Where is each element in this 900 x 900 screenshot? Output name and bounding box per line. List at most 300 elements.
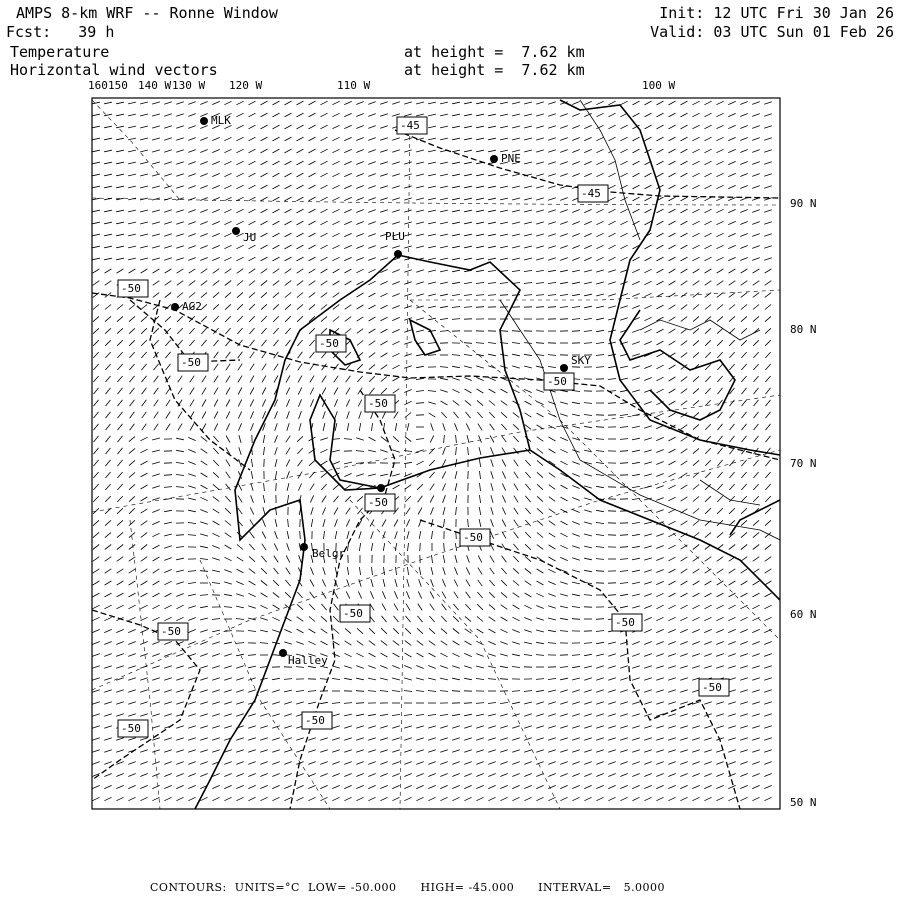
wind-vector bbox=[513, 436, 518, 442]
wind-vector bbox=[572, 486, 579, 489]
wind-vector bbox=[560, 307, 568, 308]
wind-vector bbox=[152, 102, 160, 104]
wind-vector bbox=[359, 567, 360, 575]
wind-vector bbox=[368, 174, 375, 177]
wind-vector bbox=[440, 653, 447, 657]
wind-vector bbox=[92, 234, 100, 236]
wind-vector bbox=[392, 317, 399, 320]
wind-vector bbox=[332, 462, 339, 465]
wind-vector bbox=[310, 376, 314, 383]
wind-vector bbox=[536, 774, 543, 777]
contour-label: -50 bbox=[343, 607, 363, 620]
wind-vector bbox=[548, 282, 556, 283]
wind-vector bbox=[501, 580, 507, 586]
wind-vector bbox=[188, 150, 195, 153]
wind-vector bbox=[92, 690, 100, 692]
wind-vector bbox=[298, 352, 303, 358]
wind-vector bbox=[741, 569, 748, 573]
wind-vector bbox=[117, 376, 122, 382]
wind-vector bbox=[608, 270, 616, 273]
wind-vector bbox=[357, 628, 363, 633]
wind-vector bbox=[152, 774, 159, 777]
wind-vector bbox=[488, 174, 496, 176]
wind-vector bbox=[104, 642, 111, 645]
wind-vector bbox=[561, 521, 568, 525]
wind-vector bbox=[380, 174, 388, 177]
wind-vector bbox=[644, 702, 652, 704]
lat-label-80n: 80 N bbox=[790, 323, 817, 336]
wind-vector bbox=[117, 484, 122, 490]
wind-vector bbox=[141, 545, 147, 550]
wind-vector bbox=[476, 785, 483, 788]
wind-vector bbox=[548, 738, 556, 741]
wind-vector bbox=[285, 185, 292, 189]
wind-vector bbox=[297, 113, 304, 117]
wind-vector bbox=[226, 484, 231, 490]
wind-vector bbox=[548, 198, 556, 200]
wind-vector bbox=[262, 376, 266, 383]
wind-vector bbox=[741, 269, 748, 273]
wind-vector bbox=[116, 210, 124, 212]
wind-vector bbox=[444, 543, 445, 551]
wind-vector bbox=[512, 138, 520, 140]
wind-vector bbox=[118, 412, 123, 418]
wind-vector bbox=[464, 126, 472, 128]
wind-vector bbox=[370, 591, 373, 598]
wind-vector bbox=[512, 270, 520, 271]
wind-vector bbox=[140, 642, 147, 645]
wind-vector bbox=[512, 667, 520, 668]
wind-vector bbox=[369, 341, 376, 346]
wind-vector bbox=[188, 726, 196, 728]
wind-vector bbox=[489, 629, 496, 633]
wind-vector bbox=[225, 304, 231, 309]
wind-vector bbox=[140, 785, 147, 788]
wind-vector bbox=[440, 738, 448, 741]
wind-vector bbox=[129, 316, 135, 321]
wind-vector bbox=[188, 510, 196, 512]
wind-vector bbox=[620, 414, 628, 415]
wind-vector bbox=[188, 678, 196, 680]
wind-vector bbox=[764, 258, 772, 260]
wind-vector bbox=[164, 487, 172, 488]
wind-vector bbox=[285, 137, 292, 141]
wind-vector bbox=[740, 222, 747, 225]
wind-vector bbox=[238, 388, 242, 395]
wind-vector bbox=[730, 400, 735, 406]
wind-vector bbox=[141, 364, 146, 370]
wind-vector bbox=[275, 459, 277, 467]
wind-vector bbox=[321, 293, 327, 298]
wind-vector bbox=[92, 762, 99, 765]
wind-vector bbox=[224, 173, 231, 176]
wind-vector bbox=[524, 354, 532, 355]
wind-vector bbox=[693, 545, 699, 550]
wind-vector bbox=[693, 581, 700, 585]
wind-vector bbox=[488, 679, 496, 680]
wind-vector bbox=[188, 606, 196, 608]
wind-vector bbox=[440, 726, 448, 728]
wind-vector bbox=[261, 185, 268, 189]
wind-vector bbox=[716, 149, 723, 152]
wind-vector bbox=[443, 519, 444, 527]
wind-vector bbox=[764, 642, 771, 645]
wind-vector bbox=[548, 270, 556, 271]
wind-vector bbox=[584, 522, 592, 524]
wind-vector bbox=[200, 726, 208, 728]
wind-vector bbox=[468, 519, 469, 527]
wind-vector bbox=[608, 221, 615, 225]
wind-vector bbox=[344, 185, 351, 188]
wind-vector bbox=[536, 630, 544, 632]
wind-vector bbox=[645, 137, 652, 141]
wind-vector bbox=[440, 186, 448, 188]
wind-vector bbox=[288, 519, 289, 527]
wind-vector bbox=[237, 292, 243, 297]
wind-vector bbox=[656, 389, 663, 393]
station-label-ag2: AG2 bbox=[182, 300, 202, 313]
wind-vector bbox=[190, 388, 194, 395]
wind-vector bbox=[728, 797, 735, 800]
wind-vector bbox=[200, 690, 208, 692]
wind-vector bbox=[299, 411, 302, 419]
wind-vector bbox=[704, 750, 712, 753]
wind-vector bbox=[368, 474, 376, 476]
wind-vector bbox=[669, 173, 676, 177]
wind-vector bbox=[380, 138, 388, 141]
wind-vector bbox=[717, 305, 723, 310]
wind-vector bbox=[693, 316, 699, 321]
wind-vector bbox=[237, 328, 242, 334]
wind-vector bbox=[309, 304, 315, 309]
wind-vector bbox=[644, 558, 652, 560]
wind-vector bbox=[693, 509, 699, 514]
wind-vector bbox=[237, 316, 243, 322]
wind-vector bbox=[466, 567, 470, 574]
wind-vector bbox=[453, 401, 459, 406]
wind-vector bbox=[728, 714, 736, 716]
wind-vector bbox=[596, 666, 604, 668]
wind-vector bbox=[704, 642, 711, 645]
wind-vector bbox=[251, 459, 252, 467]
wind-vector bbox=[224, 702, 232, 704]
wind-vector bbox=[632, 486, 640, 487]
wind-vector bbox=[428, 774, 435, 777]
wind-vector bbox=[344, 678, 352, 679]
wind-vector bbox=[764, 797, 771, 800]
wind-vector bbox=[272, 797, 279, 800]
wind-vector bbox=[176, 654, 184, 657]
wind-vector bbox=[236, 785, 243, 788]
wind-vector bbox=[452, 102, 460, 104]
wind-vector bbox=[728, 125, 735, 128]
wind-vector bbox=[152, 666, 160, 669]
wind-vector bbox=[656, 797, 663, 800]
wind-vector bbox=[596, 137, 603, 140]
wind-vector bbox=[536, 150, 544, 152]
wind-vector bbox=[272, 714, 280, 716]
wind-vector bbox=[728, 233, 735, 236]
wind-vector bbox=[536, 283, 544, 284]
wind-vector bbox=[692, 642, 699, 645]
wind-vector bbox=[644, 797, 651, 800]
wind-vector bbox=[754, 400, 759, 406]
wind-vector bbox=[572, 510, 579, 513]
wind-vector bbox=[140, 234, 148, 236]
wind-vector bbox=[656, 498, 663, 501]
lat-label-50n: 50 N bbox=[790, 796, 817, 809]
wind-vector bbox=[105, 460, 110, 466]
wind-vector bbox=[200, 546, 208, 548]
wind-vector bbox=[164, 617, 171, 620]
wind-vector bbox=[297, 617, 304, 622]
wind-vector bbox=[632, 306, 639, 309]
wind-vector bbox=[141, 593, 148, 597]
wind-vector bbox=[334, 376, 339, 383]
wind-vector bbox=[477, 617, 483, 622]
wind-vector bbox=[239, 459, 242, 467]
wind-vector bbox=[464, 750, 472, 753]
wind-vector bbox=[93, 281, 100, 286]
field-temperature-height: at height = 7.62 km bbox=[404, 43, 585, 61]
wind-vector bbox=[285, 245, 292, 249]
wind-vector bbox=[596, 342, 604, 343]
wind-vector bbox=[406, 519, 409, 526]
wind-vector bbox=[345, 281, 352, 285]
wind-vector bbox=[754, 424, 759, 430]
wind-vector bbox=[405, 653, 412, 657]
wind-vector bbox=[392, 774, 399, 777]
wind-vector bbox=[94, 424, 99, 430]
wind-vector bbox=[128, 714, 136, 716]
station-label-belgr: Belgr bbox=[312, 547, 346, 560]
wind-vector bbox=[632, 582, 640, 584]
wind-vector bbox=[404, 762, 411, 765]
wind-vector bbox=[596, 797, 603, 800]
wind-vector bbox=[248, 678, 256, 680]
wind-vector bbox=[357, 376, 362, 382]
wind-vector bbox=[140, 102, 148, 104]
wind-vector bbox=[584, 282, 592, 284]
wind-vector bbox=[285, 592, 291, 598]
wind-vector bbox=[356, 186, 363, 189]
wind-vector bbox=[608, 714, 616, 716]
wind-vector bbox=[309, 149, 316, 153]
wind-vector bbox=[200, 138, 207, 141]
wind-vector bbox=[249, 316, 255, 322]
wind-vector bbox=[332, 774, 339, 777]
wind-vector bbox=[453, 641, 460, 645]
wind-vector bbox=[443, 495, 446, 503]
wind-vector bbox=[596, 209, 603, 212]
wind-vector bbox=[764, 726, 772, 728]
wind-vector bbox=[392, 353, 399, 356]
wind-vector bbox=[548, 643, 556, 644]
wind-vector bbox=[176, 666, 184, 669]
wind-vector bbox=[332, 209, 339, 212]
wind-vector bbox=[681, 305, 687, 310]
wind-vector bbox=[368, 246, 375, 249]
wind-vector bbox=[466, 580, 470, 587]
wind-vector bbox=[200, 234, 207, 237]
wind-vector bbox=[237, 569, 244, 573]
wind-vector bbox=[536, 726, 544, 728]
wind-vector bbox=[596, 486, 604, 487]
wind-vector bbox=[237, 269, 244, 274]
wind-vector bbox=[440, 762, 447, 765]
wind-vector bbox=[620, 583, 628, 584]
wind-vector bbox=[395, 531, 398, 539]
wind-vector bbox=[681, 209, 688, 213]
wind-vector bbox=[249, 569, 255, 574]
wind-vector bbox=[321, 484, 326, 490]
wind-vector bbox=[238, 508, 243, 514]
wind-vector bbox=[117, 328, 123, 333]
wind-vector bbox=[741, 328, 747, 333]
wind-vector bbox=[273, 316, 279, 322]
wind-vector bbox=[584, 690, 592, 692]
wind-vector bbox=[176, 547, 184, 548]
wind-vector bbox=[212, 666, 220, 669]
wind-vector bbox=[417, 641, 423, 646]
wind-vector bbox=[502, 495, 505, 502]
wind-vector bbox=[140, 437, 147, 441]
wind-vector bbox=[368, 186, 375, 189]
wind-vector bbox=[418, 496, 423, 502]
wind-vector bbox=[273, 245, 280, 249]
wind-vector bbox=[262, 399, 265, 406]
wind-vector bbox=[212, 714, 220, 716]
wind-vector bbox=[164, 666, 172, 669]
wind-vector bbox=[407, 531, 409, 539]
wind-vector bbox=[644, 654, 652, 657]
wind-vector bbox=[321, 629, 328, 634]
wind-vector bbox=[369, 653, 376, 657]
wind-vector bbox=[129, 484, 135, 489]
contour-label: -50 bbox=[463, 531, 483, 544]
contour-label: -50 bbox=[702, 681, 722, 694]
station-label-sky: SKY bbox=[571, 354, 591, 367]
wind-vector bbox=[404, 114, 412, 116]
wind-vector bbox=[572, 702, 580, 704]
wind-vector bbox=[117, 593, 124, 597]
wind-vector bbox=[273, 605, 280, 609]
wind-vector bbox=[716, 101, 723, 104]
wind-vector bbox=[248, 726, 256, 728]
wind-vector bbox=[117, 460, 122, 466]
wind-vector bbox=[476, 797, 483, 800]
wind-vector bbox=[140, 629, 147, 632]
wind-vector bbox=[286, 399, 289, 406]
wind-vector bbox=[764, 714, 772, 716]
wind-vector bbox=[94, 448, 99, 454]
wind-vector bbox=[369, 293, 376, 297]
wind-vector bbox=[263, 507, 265, 515]
wind-vector bbox=[476, 343, 484, 344]
wind-vector bbox=[141, 533, 147, 538]
wind-vector bbox=[717, 269, 724, 273]
wind-vector bbox=[501, 401, 508, 406]
wind-vector bbox=[345, 641, 352, 645]
station-label-plu: PLU bbox=[385, 230, 405, 243]
wind-vector bbox=[369, 364, 375, 369]
wind-vector bbox=[116, 102, 124, 104]
wind-vector bbox=[321, 269, 328, 273]
wind-vector bbox=[164, 714, 172, 716]
wind-vector bbox=[680, 629, 687, 632]
wind-vector bbox=[428, 258, 436, 260]
wind-vector bbox=[501, 617, 508, 621]
wind-vector bbox=[728, 738, 736, 741]
wind-vector bbox=[392, 246, 400, 248]
wind-vector bbox=[286, 387, 290, 394]
wind-vector bbox=[93, 532, 99, 537]
wind-vector bbox=[428, 691, 436, 692]
wind-vector bbox=[608, 282, 616, 284]
wind-vector bbox=[153, 328, 159, 334]
wind-vector bbox=[584, 774, 591, 777]
wind-vector bbox=[572, 726, 580, 728]
wind-vector bbox=[620, 678, 628, 680]
wind-vector bbox=[369, 329, 376, 333]
wind-vector bbox=[404, 462, 412, 463]
wind-vector bbox=[440, 114, 448, 116]
wind-vector bbox=[332, 714, 340, 716]
wind-vector bbox=[765, 496, 771, 502]
wind-vector bbox=[394, 604, 398, 611]
wind-vector bbox=[537, 508, 543, 513]
wind-vector bbox=[584, 678, 592, 680]
wind-vector bbox=[224, 726, 232, 728]
wind-vector bbox=[705, 281, 712, 286]
wind-vector bbox=[166, 424, 170, 431]
wind-vector bbox=[608, 762, 615, 765]
wind-vector bbox=[419, 579, 422, 587]
wind-vector bbox=[164, 750, 172, 753]
wind-vector bbox=[514, 460, 519, 467]
wind-vector bbox=[440, 282, 448, 284]
wind-vector bbox=[94, 436, 99, 442]
wind-vector bbox=[300, 531, 301, 539]
wind-vector bbox=[380, 691, 388, 692]
wind-vector bbox=[512, 654, 520, 656]
wind-vector bbox=[766, 400, 771, 406]
wind-vector bbox=[718, 424, 723, 430]
wind-vector bbox=[332, 257, 339, 260]
wind-vector bbox=[488, 198, 496, 200]
wind-vector bbox=[752, 126, 760, 129]
wind-vector bbox=[261, 245, 268, 249]
wind-vector bbox=[189, 328, 194, 334]
wind-vector bbox=[310, 580, 314, 587]
wind-vector bbox=[263, 435, 264, 443]
wind-vector bbox=[717, 352, 722, 358]
wind-vector bbox=[681, 569, 688, 573]
wind-vector bbox=[308, 797, 315, 800]
wind-vector bbox=[416, 294, 424, 296]
wind-vector bbox=[188, 797, 195, 800]
wind-vector bbox=[608, 185, 615, 189]
wind-vector bbox=[344, 714, 352, 716]
wind-vector bbox=[224, 197, 231, 200]
wind-vector bbox=[176, 558, 184, 560]
wind-vector bbox=[512, 210, 520, 212]
wind-vector bbox=[513, 556, 518, 562]
wind-vector bbox=[356, 102, 363, 105]
wind-vector bbox=[740, 750, 748, 753]
wind-vector bbox=[176, 617, 183, 620]
wind-vector bbox=[260, 750, 268, 753]
